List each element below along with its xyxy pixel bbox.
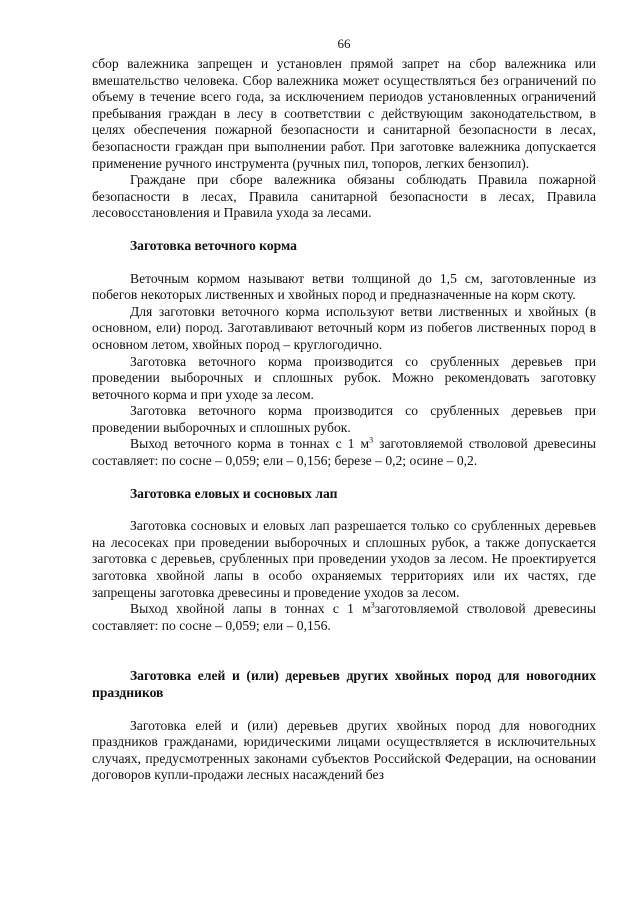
cubic-superscript: 3 [369,435,374,445]
paragraph-deadwood-collection: сбор валежника запрещен и установлен прямой запрет на сбор валежника или вмешательство человека. Сбор валежника может осуществляться без ограничений по объему в течение всего года, за исключением периодов установленных ограничений пребывания граждан в лесу в соответствии с действующим законодательством, в целях обеспечения пожарной безопасности и санитарной безопасности в лесах, безопасности граждан при выполнении работ. При заготовке валежника допускается применение ручного инструмента (ручных пил, топоров, легких бензопил). [92,56,596,171]
heading-new-year-trees: Заготовка елей и (или) деревьев других хвойных пород для новогодних праздников [92,668,596,700]
paragraph-deadwood-rules: Граждане при сборе валежника обязаны соблюдать Правила пожарной безопасности в лесах, Правила санитарной безопасности в лесах, Правила лесовосстановления и Правила ухода за лесами. [92,172,596,221]
paragraph-branches-harvest: Заготовка сосновых и еловых лап разрешается только со срубленных деревьев на лесосеках при проведении выборочных и сплошных рубок, а также допускается заготовка с деревьев, срубленных при проведении уходов за лесом. Не проектируется заготовка хвойной лапы в особо охраняемых территориях или их частях, где запрещены заготовка древесины и проведение уходов за лесом. [92,518,596,600]
paragraph-branch-fodder-definition: Веточным кормом называют ветви толщиной до 1,5 см, заготовленные из побегов некоторых лиственных и хвойных пород и предназначенные на корм скоту. [92,270,596,303]
branches-yield-start: Выход хвойной лапы в тоннах с 1 м [130,601,371,617]
heading-branch-fodder: Заготовка веточного корма [130,237,297,253]
document-page [92,36,596,784]
cubic-superscript: 3 [370,600,375,610]
paragraph-branches-yield [92,601,596,634]
branches-yield-end: заготовляемой стволовой древесины составляет: по сосне – 0,059; ели – 0,156. [92,601,597,633]
heading-spruce-pine-branches: Заготовка еловых и сосновых лап [130,485,338,501]
paragraph-new-year-trees: Заготовка елей и (или) деревьев других хвойных пород для новогодних праздников гражданами, юридическими лицами осуществляется в исключительных случаях, предусмотренных законами субъектов Российской Федерации, на основании договоров купли-продажи лесных насаждений без [92,717,596,783]
paragraph-branch-fodder-species: Для заготовки веточного корма используют ветви лиственных и хвойных (в основном, ели) пород. Заготавливают веточный корм из побегов лиственных пород в основном летом, хвойных пород – круглогодично. [92,303,596,352]
yield-text-end: заготовляемой стволовой древесины составляет: по сосне – 0,059; ели – 0,156; березе – 0,2; осине – 0,2. [92,436,596,469]
paragraph-branch-fodder-harvest: Заготовка веточного корма производится со срубленных деревьев при проведении выборочных и сплошных рубок. Можно рекомендовать заготовку веточного корма и при уходе за лесом. [92,353,596,402]
paragraph-branch-fodder-yield [92,436,596,469]
paragraph-branch-fodder-felling: Заготовка веточного корма производится со срубленных деревьев при проведении выборочных и сплошных рубок. [92,403,596,435]
yield-text-start: Выход веточного корма в тоннах с 1 м [130,436,370,452]
page-number: 66 [337,36,351,51]
